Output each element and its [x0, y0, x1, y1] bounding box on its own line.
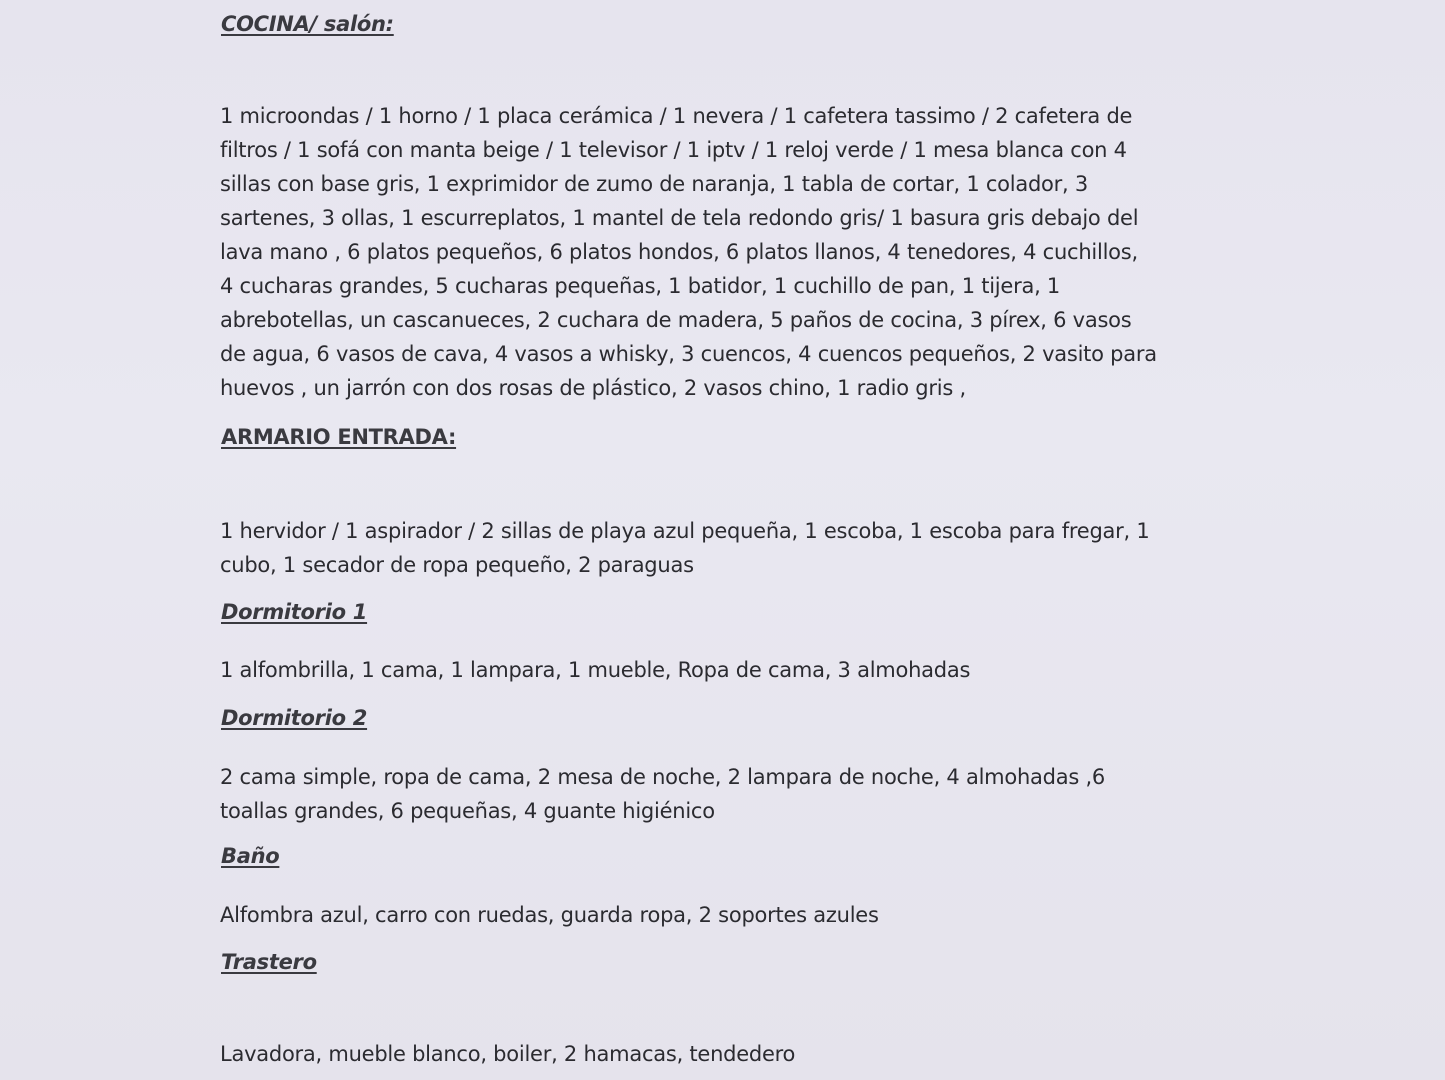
text-line: filtros / 1 sofá con manta beige / 1 televisor / 1 iptv / 1 reloj verde / 1 mesa blanca con 4	[220, 138, 1127, 162]
section-body-cocina	[220, 99, 1157, 405]
section-title-bano: Baño	[221, 844, 280, 868]
text-line: 4 cucharas grandes, 5 cucharas pequeñas, 1 batidor, 1 cuchillo de pan, 1 tijera, 1	[220, 274, 1061, 298]
text-line: sartenes, 3 ollas, 1 escurreplatos, 1 mantel de tela redondo gris/ 1 basura gris debajo del	[220, 206, 1139, 230]
text-line: de agua, 6 vasos de cava, 4 vasos a whisky, 3 cuencos, 4 cuencos pequeños, 2 vasito para	[220, 342, 1157, 366]
text-line: 1 hervidor / 1 aspirador / 2 sillas de playa azul pequeña, 1 escoba, 1 escoba para fregar, 1	[220, 519, 1150, 543]
section-title-dormitorio-1: Dormitorio 1	[221, 600, 368, 624]
text-line: huevos , un jarrón con dos rosas de plástico, 2 vasos chino, 1 radio gris ,	[220, 376, 966, 400]
section-body-armario-entrada	[220, 514, 1150, 582]
section-title-armario-entrada: ARMARIO ENTRADA:	[221, 425, 457, 449]
section-body-dormitorio-1	[220, 653, 970, 687]
text-line: Lavadora, mueble blanco, boiler, 2 hamacas, tendedero	[220, 1042, 796, 1066]
text-line: 1 alfombrilla, 1 cama, 1 lampara, 1 mueble, Ropa de cama, 3 almohadas	[220, 658, 971, 682]
text-line: toallas grandes, 6 pequeñas, 4 guante higiénico	[220, 799, 715, 823]
text-line: 2 cama simple, ropa de cama, 2 mesa de noche, 2 lampara de noche, 4 almohadas ,6	[220, 765, 1105, 789]
section-body-trastero	[220, 1037, 795, 1071]
text-line: Alfombra azul, carro con ruedas, guarda ropa, 2 soportes azules	[220, 903, 879, 927]
text-line: sillas con base gris, 1 exprimidor de zumo de naranja, 1 tabla de cortar, 1 colador, 3	[220, 172, 1088, 196]
text-line: abrebotellas, un cascanueces, 2 cuchara de madera, 5 paños de cocina, 3 pírex, 6 vasos	[220, 308, 1132, 332]
section-title-dormitorio-2: Dormitorio 2	[221, 706, 368, 730]
section-body-dormitorio-2	[220, 760, 1105, 828]
section-title-trastero: Trastero	[221, 950, 317, 974]
text-line: cubo, 1 secador de ropa pequeño, 2 paraguas	[220, 553, 694, 577]
section-title-cocina: COCINA/ salón:	[221, 12, 394, 36]
text-line: lava mano , 6 platos pequeños, 6 platos hondos, 6 platos llanos, 4 tenedores, 4 cuchillos,	[220, 240, 1138, 264]
text-line: 1 microondas / 1 horno / 1 placa cerámica / 1 nevera / 1 cafetera tassimo / 2 cafetera de	[220, 104, 1133, 128]
section-body-bano	[220, 898, 879, 932]
